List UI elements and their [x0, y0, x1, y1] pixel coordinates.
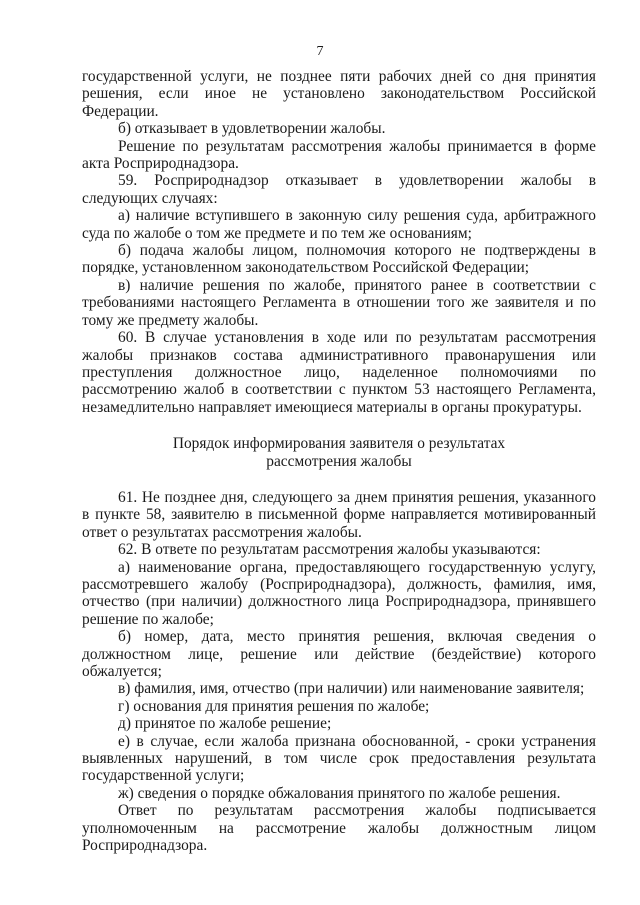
paragraph-continuation: государственной услуги, не позднее пяти рабочих дней со дня принятия решения, если иное не установлено законодательством Российской Федерации.	[82, 68, 596, 120]
page-number: 7	[316, 44, 324, 59]
section-heading-line-2: рассмотрения жалобы	[266, 452, 412, 470]
paragraph-62: 62. В ответе по результатам рассмотрения жалобы указываются:	[118, 541, 541, 559]
paragraph-62-a: а) наименование органа, предоставляющего государственную услугу, рассмотревшего жалобу (Росприроднадзора), должность, фамилия, имя, отчество (при наличии) должностного лица Росприроднадзора, принявшего решение по жалобе;	[82, 558, 596, 628]
paragraph-62-b: б) номер, дата, место принятия решения, включая сведения о должностном лице, решение или действие (бездействие) которого обжалуется;	[82, 628, 596, 680]
paragraph-62-f: е) в случае, если жалоба признана обоснованной, - сроки устранения выявленных нарушений, в том числе срок предоставления результата государственной услуги;	[82, 732, 596, 785]
paragraph-62-g: ж) сведения о порядке обжалования принятого по жалобе решения.	[118, 784, 561, 802]
paragraph-59-c: в) наличие решения по жалобе, принятого ранее в соответствии с требованиями настоящего Регламента в отношении того же заявителя и по тому же предмету жалобы.	[82, 276, 596, 329]
section-heading-line-1: Порядок информирования заявителя о результатах	[172, 435, 506, 453]
paragraph-item-b-refusal: б) отказывает в удовлетворении жалобы.	[118, 120, 386, 138]
paragraph-signature-note: Ответ по результатам рассмотрения жалобы подписывается уполномоченным на рассмотрение жалобы должностным лицом Росприроднадзора.	[82, 802, 596, 855]
paragraph-59-b: б) подача жалобы лицом, полномочия которого не подтверждены в порядке, установленном законодательством Российской Федерации;	[82, 242, 596, 277]
paragraph-59: 59. Росприроднадзор отказывает в удовлетворении жалобы в следующих случаях:	[82, 172, 596, 207]
paragraph-59-a: а) наличие вступившего в законную силу решения суда, арбитражного суда по жалобе о том же предмете и по тем же основаниям;	[82, 207, 596, 242]
paragraph-62-c: в) фамилия, имя, отчество (при наличии) или наименование заявителя;	[118, 680, 585, 698]
paragraph-62-d: г) основания для принятия решения по жалобе;	[118, 697, 430, 715]
paragraph-61: 61. Не позднее дня, следующего за днем принятия решения, указанного в пункте 58, заявителю в письменной форме направляется мотивированный ответ о результатах рассмотрения жалобы.	[82, 488, 596, 541]
document-body	[82, 68, 596, 854]
paragraph-62-e: д) принятое по жалобе решение;	[118, 715, 332, 733]
paragraph-60: 60. В случае установления в ходе или по результатам рассмотрения жалобы признаков состава административного правонарушения или преступления должностное лицо, наделенное полномочиями по рассмотрению жалоб в соответствии с пунктом 53 настоящего Регламента, незамедлительно направляет имеющиеся материалы в органы прокуратуры.	[82, 329, 596, 416]
paragraph-decision-form: Решение по результатам рассмотрения жалобы принимается в форме акта Росприроднадзора.	[82, 137, 596, 173]
